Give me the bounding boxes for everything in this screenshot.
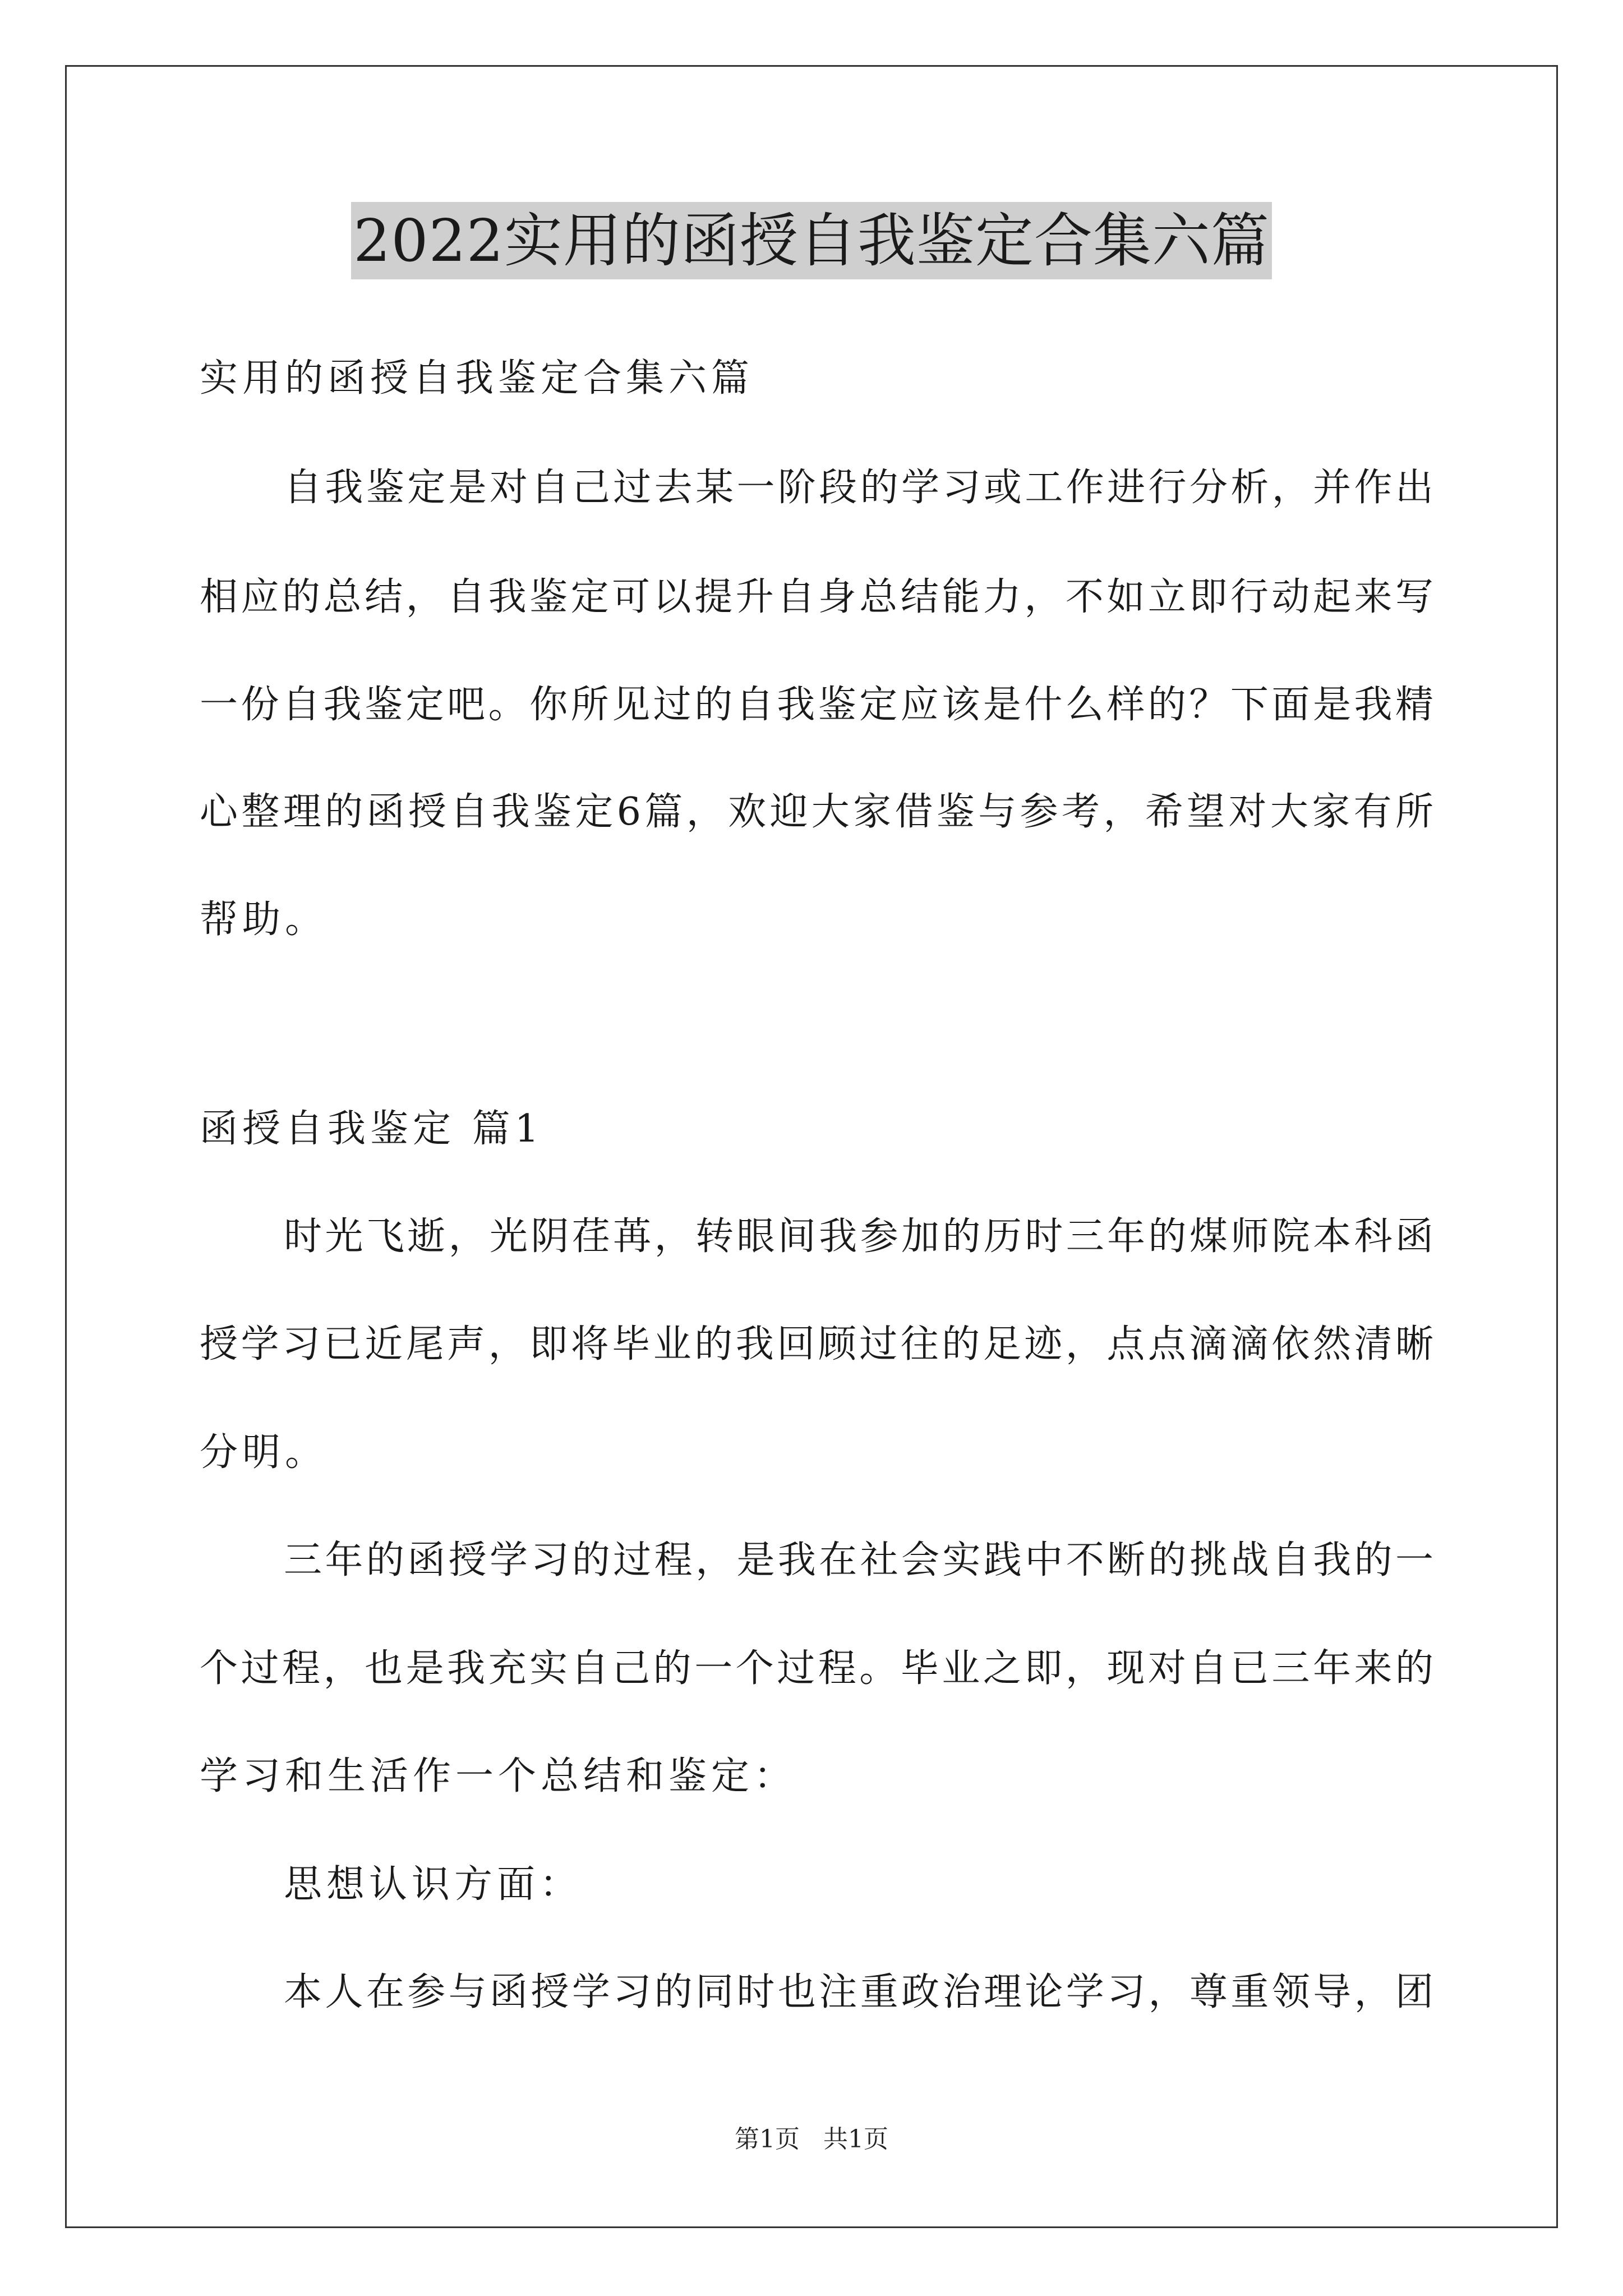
intro-line-2: 相应的总结，自我鉴定可以提升自身总结能力，不如立即行动起来写 [200,575,1433,619]
section1-p3: 思想认识方面： [284,1862,583,1907]
intro-line-3: 一份自我鉴定吧。你所见过的自我鉴定应该是什么样的？下面是我精 [200,683,1433,727]
title-container [0,202,1623,279]
document-title: 2022实用的函授自我鉴定合集六篇 [351,202,1272,279]
section-heading: 函授自我鉴定 篇1 [200,1107,543,1151]
section1-p2-line-2: 个过程，也是我充实自己的一个过程。毕业之即，现对自已三年来的 [200,1646,1433,1691]
section1-p1-line-1: 时光飞逝，光阴荏苒，转眼间我参加的历时三年的煤师院本科函 [284,1214,1433,1259]
section1-p2-line-1: 三年的函授学习的过程，是我在社会实践中不断的挑战自我的一 [284,1538,1433,1582]
section1-p1-line-2: 授学习已近尾声，即将毕业的我回顾过往的足迹，点点滴滴依然清晰 [200,1322,1433,1366]
section1-p2-line-3: 学习和生活作一个总结和鉴定： [200,1754,797,1798]
page-footer [0,2123,1623,2156]
page-number-current: 第1页 [735,2125,800,2154]
intro-line-1: 自我鉴定是对自己过去某一阶段的学习或工作进行分析，并作出 [284,466,1433,510]
intro-line-5: 帮助。 [200,898,328,942]
document-subtitle: 实用的函授自我鉴定合集六篇 [200,356,754,401]
section1-p1-line-3: 分明。 [200,1430,328,1475]
section1-p4-line-1: 本人在参与函授学习的同时也注重政治理论学习，尊重领导，团 [284,1970,1433,2014]
intro-line-4: 心整理的函授自我鉴定6篇，欢迎大家借鉴与参考，希望对大家有所 [200,790,1433,834]
page-number-total: 共1页 [823,2125,888,2154]
